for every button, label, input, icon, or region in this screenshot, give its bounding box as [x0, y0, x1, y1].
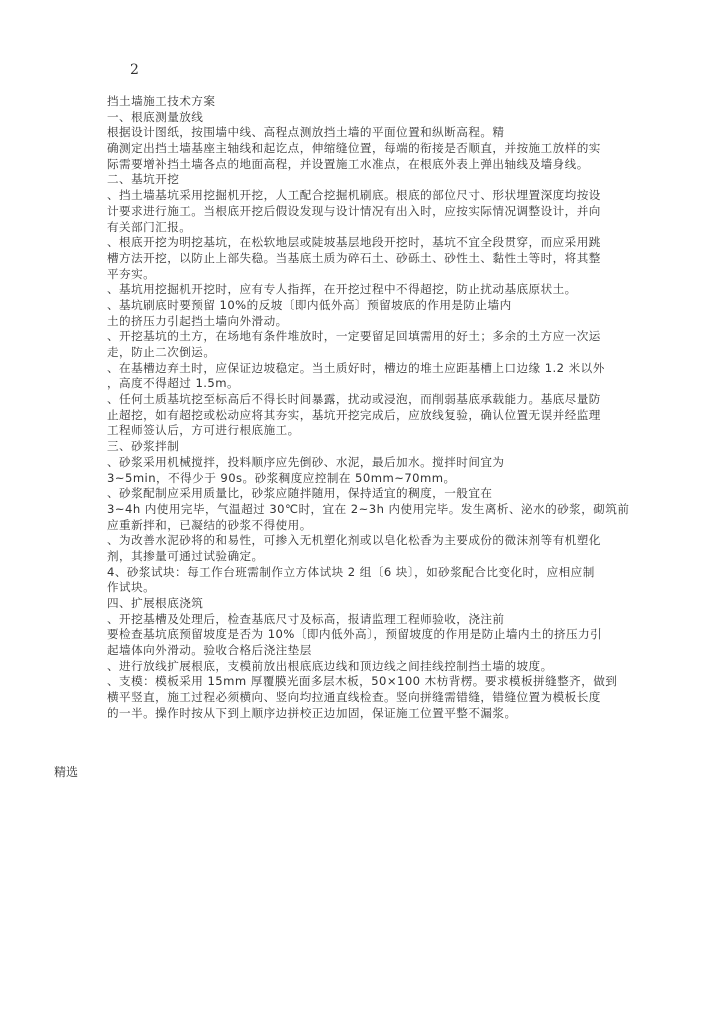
text-line: 际需要增补挡土墙各点的地面高程，并设置施工水准点，在根底外表上弹出轴线及墙身线。: [107, 156, 589, 171]
text-line: 要检查基坑底预留坡度是否为 10%〔即内低外高〕，预留坡度的作用是防止墙内土的挤压力引: [107, 627, 603, 642]
text-line: 确测定出挡土墙基座主轴线和起讫点，伸缩缝位置，每端的衔接是否顺直，并按施工放样的实: [107, 141, 601, 156]
text-line: 、基坑刷底时要预留 10%的反坡〔即内低外高〕预留坡底的作用是防止墙内: [107, 297, 512, 312]
text-line: 4、砂浆试块：每工作台班需制作立方体试块 2 组〔6 块〕，如砂浆配合比变化时，应相应制: [107, 564, 595, 579]
text-line: 二、基坑开挖: [107, 172, 180, 187]
text-line: 、支模：模板采用 15mm 厚覆膜光面多层木板，50×100 木枋背楞。要求模板拼缝整齐，做到: [107, 674, 618, 689]
text-line: 、开挖基坑的土方，在场地有条件堆放时，一定要留足回填需用的好土；多余的土方应一次运: [107, 329, 601, 344]
text-line: 、砂浆配制应采用质量比，砂浆应随拌随用，保持适宜的稠度，一般宜在: [107, 486, 493, 501]
document-body: [107, 94, 630, 722]
text-line: 走，防止二次倒运。: [107, 345, 216, 359]
text-line: 横平竖直，施工过程必须横向、竖向均拉通直线检查。竖向拼缝需错缝，错缝位置为模板长度: [107, 690, 601, 705]
text-line: 土的挤压力引起挡土墙向外滑动。: [107, 313, 288, 328]
text-line: 、进行放线扩展根底，支模前放出根底底边线和顶边线之间挂线控制挡土墙的坡度。: [107, 658, 553, 673]
text-line: 、基坑用挖掘机开挖时，应有专人指挥，在开挖过程中不得超挖，防止扰动基底原状土。: [107, 282, 577, 297]
text-line: 应重新拌和，已凝结的砂浆不得使用。: [107, 517, 312, 532]
footer-label: 精选: [54, 765, 79, 779]
text-line: ，高度不得超过 1.5m。: [107, 376, 240, 391]
text-line: 止超挖，如有超挖或松动应将其夯实，基坑开挖完成后，应放线复验，确认位置无误并经监理: [107, 407, 601, 422]
text-line: 挡土墙施工技术方案: [107, 94, 216, 108]
text-line: 、砂浆采用机械搅拌，投料顺序应先倒砂、水泥，最后加水。搅拌时间宜为: [107, 454, 505, 469]
text-line: 一、根底测量放线: [107, 109, 204, 124]
text-line: 剂，其掺量可通过试验确定。: [107, 548, 264, 563]
text-line: 、在基槽边弃土时，应保证边坡稳定。当土质好时，槽边的堆土应距基槽上口边缘 1.2 米以外: [107, 360, 605, 375]
text-line: 、为改善水泥砂将的和易性，可掺入无机塑化剂或以皂化松香为主要成份的微沫剂等有机塑化: [107, 533, 601, 548]
text-line: 、挡土墙基坑采用挖掘机开挖，人工配合挖掘机刷底。根底的部位尺寸、形状埋置深度均按设: [107, 188, 601, 203]
text-line: 平夯实。: [107, 266, 156, 281]
text-line: 起墙体向外滑动。验收合格后浇注垫层: [107, 643, 312, 658]
page-number: 2: [130, 62, 139, 78]
text-line: 、任何土质基坑挖至标高后不得长时间暴露，扰动或浸泡，而削弱基底承载能力。基底尽量防: [107, 392, 601, 407]
text-line: 计要求进行施工。当根底开挖后假设发现与设计情况有出入时，应按实际情况调整设计，并向: [107, 203, 601, 218]
text-line: 3~5min，不得少于 90s。砂浆稠度应控制在 50mm~70mm。: [107, 470, 456, 485]
text-line: 三、砂浆拌制: [107, 439, 180, 454]
text-line: 工程师签认后，方可进行根底施工。: [107, 423, 300, 438]
text-line: 、根底开挖为明挖基坑，在松软地层或陡坡基层地段开挖时，基坑不宜全段贯穿，而应采用跳: [107, 235, 601, 250]
text-line: 作试块。: [107, 580, 156, 595]
text-line: 四、扩展根底浇筑: [107, 596, 204, 610]
text-line: 有关部门汇报。: [107, 219, 192, 234]
text-line: 根据设计图纸，按围墙中线、高程点测放挡土墙的平面位置和纵断高程。精: [107, 125, 505, 140]
text-line: 的一半。操作时按从下到上顺序边拼校正边加固，保证施工位置平整不漏浆。: [107, 705, 517, 720]
text-line: 3~4h 内使用完毕，气温超过 30℃时，宜在 2~3h 内使用完毕。发生离析、泌水的砂浆，砌筑前: [107, 501, 630, 516]
text-line: 、开挖基槽及处理后，检查基底尺寸及标高，报请监理工程师验收，浇注前: [107, 611, 505, 626]
text-line: 槽方法开挖，以防止上部失稳。当基底土质为碎石土、砂砾土、砂性土、黏性土等时，将其整: [107, 250, 601, 265]
